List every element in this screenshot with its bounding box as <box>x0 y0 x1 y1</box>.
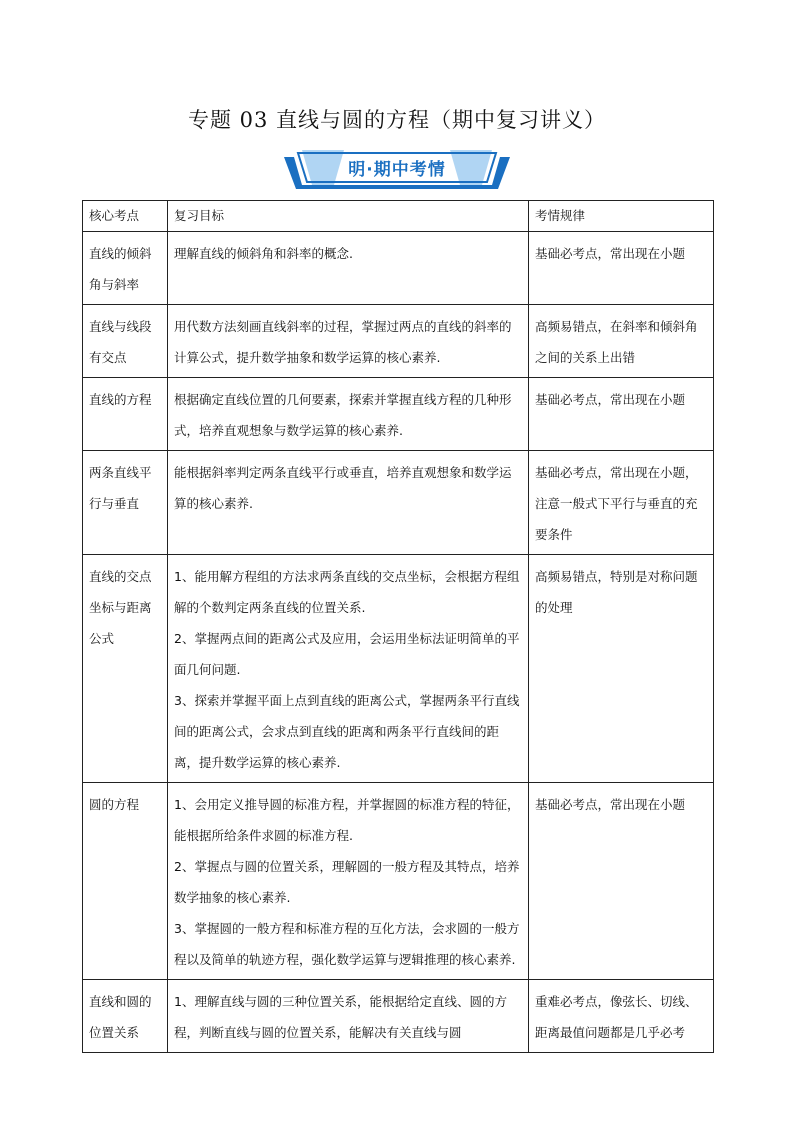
row-pattern: 基础必考点，常出现在小题 <box>529 378 714 451</box>
row-goals <box>168 305 529 378</box>
header-review-goal: 复习目标 <box>168 201 529 232</box>
row-pattern: 基础必考点，常出现在小题，注意一般式下平行与垂直的充要条件 <box>529 451 714 555</box>
row-topic: 直线的倾斜角与斜率 <box>83 232 168 305</box>
row-topic: 两条直线平行与垂直 <box>83 451 168 555</box>
row-pattern: 高频易错点，在斜率和倾斜角之间的关系上出错 <box>529 305 714 378</box>
goal-item: 理解直线的倾斜角和斜率的概念. <box>174 246 353 261</box>
review-table <box>82 200 714 1053</box>
table-row <box>83 451 714 555</box>
row-pattern: 高频易错点，特别是对称问题的处理 <box>529 555 714 783</box>
goal-item: 3、探索并掌握平面上点到直线的距离公式，掌握两条平行直线间的距离公式，会求点到直线的距离和两条平行直线间的距离，提升数学运算的核心素养. <box>174 693 520 770</box>
goal-item: 3、掌握圆的一般方程和标准方程的互化方法，会求圆的一般方程以及简单的轨迹方程，强化数学运算与逻辑推理的核心素养. <box>174 921 520 967</box>
goal-item: 能根据斜率判定两条直线平行或垂直，培养直观想象和数学运算的核心素养. <box>174 465 512 511</box>
goal-item: 根据确定直线位置的几何要素，探索并掌握直线方程的几种形式，培养直观想象与数学运算的核心素养. <box>174 392 512 438</box>
table-row <box>83 305 714 378</box>
goal-item: 1、会用定义推导圆的标准方程，并掌握圆的标准方程的特征，能根据所给条件求圆的标准方程. <box>174 797 520 843</box>
row-topic: 直线的方程 <box>83 378 168 451</box>
row-topic: 直线和圆的位置关系 <box>83 980 168 1053</box>
row-goals <box>168 980 529 1053</box>
row-pattern: 基础必考点，常出现在小题 <box>529 783 714 980</box>
table-row <box>83 378 714 451</box>
goal-item: 2、掌握点与圆的位置关系，理解圆的一般方程及其特点，培养数学抽象的核心素养. <box>174 859 520 905</box>
row-topic: 直线的交点坐标与距离公式 <box>83 555 168 783</box>
goal-item: 1、能用解方程组的方法求两条直线的交点坐标，会根据方程组解的个数判定两条直线的位置关系. <box>174 569 520 615</box>
row-goals <box>168 378 529 451</box>
table-row <box>83 783 714 980</box>
goal-item: 1、理解直线与圆的三种位置关系，能根据给定直线、圆的方程，判断直线与圆的位置关系，能解决有关直线与圆 <box>174 994 507 1040</box>
row-topic: 直线与线段有交点 <box>83 305 168 378</box>
row-topic: 圆的方程 <box>83 783 168 980</box>
header-exam-pattern: 考情规律 <box>529 201 714 232</box>
document-title: 专题 03 直线与圆的方程（期中复习讲义） <box>187 108 607 132</box>
banner-label: 明·期中考情 <box>348 160 446 180</box>
goal-item: 用代数方法刻画直线斜率的过程，掌握过两点的直线的斜率的计算公式，提升数学抽象和数学运算的核心素养. <box>174 319 512 365</box>
row-goals <box>168 783 529 980</box>
row-pattern: 重难必考点，像弦长、切线、距离最值问题都是几乎必考 <box>529 980 714 1053</box>
goal-item: 2、掌握两点间的距离公式及应用，会运用坐标法证明简单的平面几何问题. <box>174 631 520 677</box>
row-goals <box>168 451 529 555</box>
row-goals <box>168 232 529 305</box>
table-row <box>83 232 714 305</box>
table-header-row <box>83 201 714 232</box>
row-pattern: 基础必考点，常出现在小题 <box>529 232 714 305</box>
header-core-topic: 核心考点 <box>83 201 168 232</box>
table-row <box>83 555 714 783</box>
section-banner <box>284 146 510 189</box>
row-goals <box>168 555 529 783</box>
table-row <box>83 980 714 1053</box>
